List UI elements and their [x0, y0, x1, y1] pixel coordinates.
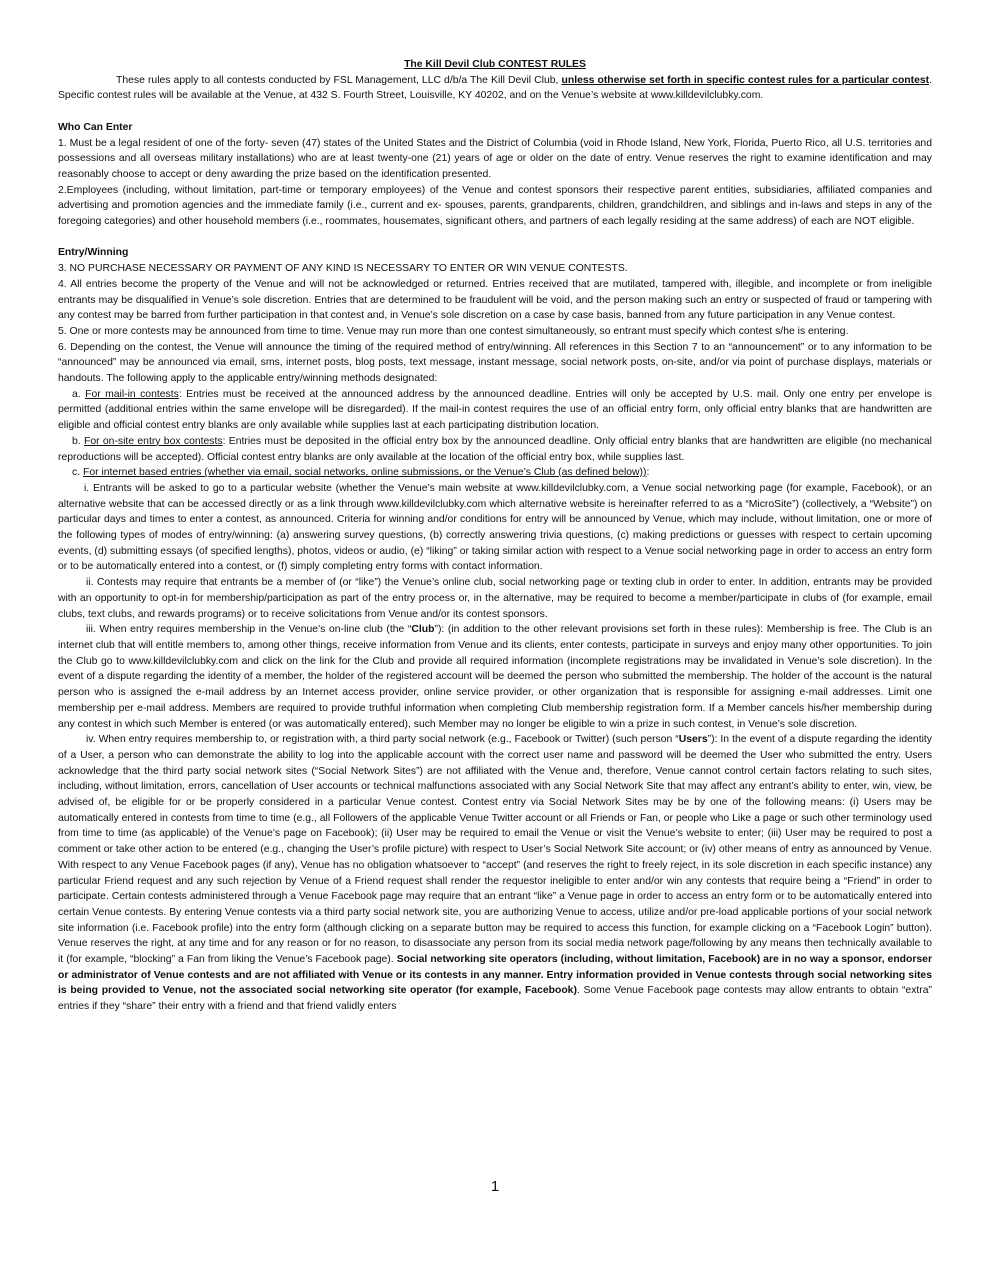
rule-4: 4. All entries become the property of the Venue and will not be acknowledged or returned. Entries received that are mutilated, tampered with, illegible, and incomplete or from ineligible entrants may be disqualified in Venue’s sole discretion. Entries that are determined to be fraudulent will be void, and the person making such an entry or suspected of fraud or tampering with any contest may be barred from further participation in that contest and, in Venue’s sole discretion on a case by case basis, banned from any future participation in any Venue contest. [58, 278, 932, 322]
intro-text: These rules apply to all contests conducted by FSL Management, LLC d/b/a The Kill Devil Club, [116, 74, 562, 86]
rule-6c [58, 465, 932, 481]
rule-6c-iii-text: iii. When entry requires membership in the Venue’s on-line club (the “ [86, 624, 412, 636]
rule-6c-heading: For internet based entries (whether via email, social networks, online submissions, or the Venue’s Club (as defined below)) [82, 467, 647, 479]
document-title: The Kill Devil Club CONTEST RULES [404, 59, 586, 70]
intro-emphasis: unless otherwise set forth in specific contest rules for a particular contest [561, 74, 930, 86]
rule-5: 5. One or more contests may be announced from time to time. Venue may run more than one contest simultaneously, so entrant must specify which contest s/he is entering. [58, 325, 849, 337]
users-term: Users [678, 734, 708, 746]
rule-6c-iii-text-end: ”): (in addition to the other relevant provisions set forth in these rules): Membership is free. The Club is an internet club that will entitle members to, among other things, receive information from Venue and its clients, enter contests, participate in surveys and enjoy many other opportunities. To join the Club go to www.killdevilclubky.com and click on the link for the Club and provide all required information (incomplete registrations may be invalidated in Venue’s sole discretion). In the event of a dispute regarding the identity of a member, the holder of the registered account will be deemed the person who submitted the membership. The holder of the account is the natural person who is assigned the e-mail address by an Internet access provider, online service provider, or other organization that is responsible for assigning e-mail addresses. Limit one membership per e-mail address. Members are required to provide truthful information when completing Club membership registration form. If a Member cancels his/her membership during any contest in which such Member is entered (or was automatically entered), such Member may no longer be eligible to win a prize in such contest, in Venue’s sole discretion. [58, 624, 932, 730]
rule-6a [58, 387, 932, 434]
page-number: 1 [490, 1178, 500, 1195]
rule-6c-marker: c. [72, 467, 83, 479]
intro-text-end: . Specific contest rules will be available at the Venue, at 432 S. Fourth Street, Louisville, KY 40202, and on the Venue’s website at www.killdevilclubky.com. [58, 74, 933, 102]
rule-6a-marker: a. [72, 388, 86, 400]
rule-6c-i: i. Entrants will be asked to go to a particular website (whether the Venue’s main website at www.killdevilclubky.com, a Venue social networking page (for example, Facebook), or an alternative website that can be accessed directly or as a link through www.killdevilclubky.com which alternative website is hereinafter referred to as a “MicroSite”) (collectively, a “Website”) on particular days and times to enter a contest, as announced. Criteria for winning and/or conditions for entry will be announced by Venue, which may include, without limitation, one or more of the following types of modes of entry/winning: (a) answering survey questions, (b) correctly answering trivia questions, (c) making predictions or guesses with respect to certain upcoming events, (d) submitting essays (of specified lengths), photos, videos or audio, (e) “liking” or taking similar action with respect to a Venue social networking page in order to access an entry form or to be automatically entered into a contest, or (f) simply completing entry forms with contact information. [58, 482, 932, 573]
section-heading-who-can-enter: Who Can Enter [58, 121, 133, 133]
intro-paragraph [58, 73, 932, 104]
rule-6c-iv-text-mid: ”): In the event of a dispute regarding the identity of a User, a person who can demonstrate the ability to log into the applicable account with the correct user name and password will be deemed the User who submitted the entry. Users acknowledge that the third party social network sites (“Social Network Sites”) are not affiliated with the Venue and, therefore, Venue cannot control certain factors relating to such sites, including, without limitation, errors, cancellation of User accounts or technical malfunctions associated with any Social Network Site that may affect any entrant’s ability to enter, win, view, be advised of, be eligible for or be properly considered in a particular Venue contest. Contest entry via Social Network Sites may be by one of the following means: (i) Users may be automatically entered in contests from time to time (e.g., all Followers of the applicable Venue Twitter account or all Friends or Fan, or people who Like a page or such other terminology used from time to time (as applicable) of the Venue’s page on Facebook); (ii) User may be required to email the Venue or visit the Venue’s website to enter; (iii) User may be required to post a comment or take other action to be entered (e.g., changing the User’s profile picture) with respect to User’s Social Network Site account; or (iv) other means of entry as announced by Venue. With respect to any Venue Facebook pages (if any), Venue has no obligation whatsoever to “accept” (and reserves the right to freely reject, in its sole discretion in each specific instance) any particular Friend request and any such rejection by Venue of a Friend request shall render the requestor ineligible to enter and/or win any contests that require being a “Friend” in order to participate. Certain contests administered through a Venue Facebook page may require that an entrant “like” a Venue page in order to access an entry form or to be automatically entered into certain Venue contests. By entering Venue contests via a third party social network site, you are authorizing Venue to access, utilize and/or pre-load applicable portions of your social network site information (i.e. Facebook profile) into the entry form (although clicking on a separate button may be required to access this function, for example clicking on a “Facebook Login” button). Venue reserves the right, at any time and for any reason or for no reason, to disassociate any person from its social media network page/following by any means then technically available to it (for example, “blocking” a Fan from liking the Venue’s Facebook page). [58, 734, 932, 966]
social-network-disclaimer: Social networking site operators (including, without limitation, Facebook) are in no way a sponsor, endorser or administrator of Venue contests and are not affiliated with Venue or its contests in any manner. Entry information provided in Venue contests through social networking sites is being provided to Venue, not the associated social networking site operator (for example, Facebook) [58, 954, 932, 997]
rule-3: 3. NO PURCHASE NECESSARY OR PAYMENT OF ANY KIND IS NECESSARY TO ENTER OR WIN VENUE CONTESTS. [58, 263, 628, 275]
club-term: Club [411, 624, 435, 636]
rule-6c-ii: ii. Contests may require that entrants be a member of (or “like”) the Venue’s online club, social networking page or texting club in order to enter. In addition, entrants may be provided with an opportunity to opt-in for membership/participation as part of the entry process or, in the alternative, may be required to become a member/participate in clubs of (for example, email clubs, text clubs, and rewards programs) or to receive solicitations from Venue and/or its contest sponsors. [58, 577, 932, 620]
rule-6b-text: : Entries must be deposited in the official entry box by the announced deadline. Only official entry blanks that are handwritten are eligible (no mechanical reproductions will be accepted). Official contest entry blanks are only available at the location of the official entry box, while supplies last. [58, 435, 932, 463]
rule-6b-marker: b. [72, 435, 84, 447]
rule-6a-heading: For mail-in contests [85, 388, 179, 400]
rule-6: 6. Depending on the contest, the Venue will announce the timing of the required method of entry/winning. All references in this Section 7 to an “announcement” or to any information to be “announced” may be announced via email, sms, internet posts, blog posts, text message, instant message, social network posts, on-site, and/or via point of purchase displays, materials or handouts. The following apply to the applicable entry/winning methods designated: [58, 341, 932, 385]
rule-6b [58, 434, 932, 465]
rule-6c-iv-text: iv. When entry requires membership to, or registration with, a third party social network (e.g., Facebook or Twitter) (such person “ [86, 734, 679, 746]
rule-6b-heading: For on-site entry box contests [83, 435, 223, 447]
rule-2: 2.Employees (including, without limitation, part-time or temporary employees) of the Venue and contest sponsors their respective parent entities, subsidiaries, affiliated companies and advertising and promotion agencies and the immediate family (i.e., current and ex- spouses, parents, grandparents, children, grandchildren, and siblings and in-laws and steps in any of the foregoing categories) and other household members (i.e., roommates, housemates, significant others, and partners of each legally residing at the same address) of each are NOT eligible. [58, 184, 932, 228]
section-heading-entry-winning: Entry/Winning [58, 247, 129, 259]
rule-6c-iii [58, 622, 932, 732]
rule-6c-iv [58, 732, 932, 1015]
rule-1: 1. Must be a legal resident of one of the forty- seven (47) states of the United States and the District of Columbia (void in Rhode Island, New York, Florida, Puerto Rico, all U.S. territories and possessions and all overseas military installations) who are at least twenty-one (21) years of age or older on the date of entry. Venue reserves the right to examine identification and may reasonably choose to accept or deny awarding the prize based on the identification presented. [58, 137, 932, 180]
document-page [58, 57, 932, 1015]
rule-6c-text: : [646, 467, 650, 479]
rule-6a-text: : Entries must be received at the announced address by the announced deadline. Entries will only be accepted by U.S. mail. Only one entry per envelope is permitted (additional entries within the same envelope will be disregarded). If the mail-in contest requires the use of an official entry form, only official entry blanks that are handwritten are eligible and official contest entry blanks are only available while supplies last at each participating distribution location. [58, 388, 933, 432]
rule-6c-iv-text-end: . Some Venue Facebook page contests may allow entrants to obtain “extra” entries if they “share” their entry with a friend and that friend validly enters [58, 985, 932, 1013]
